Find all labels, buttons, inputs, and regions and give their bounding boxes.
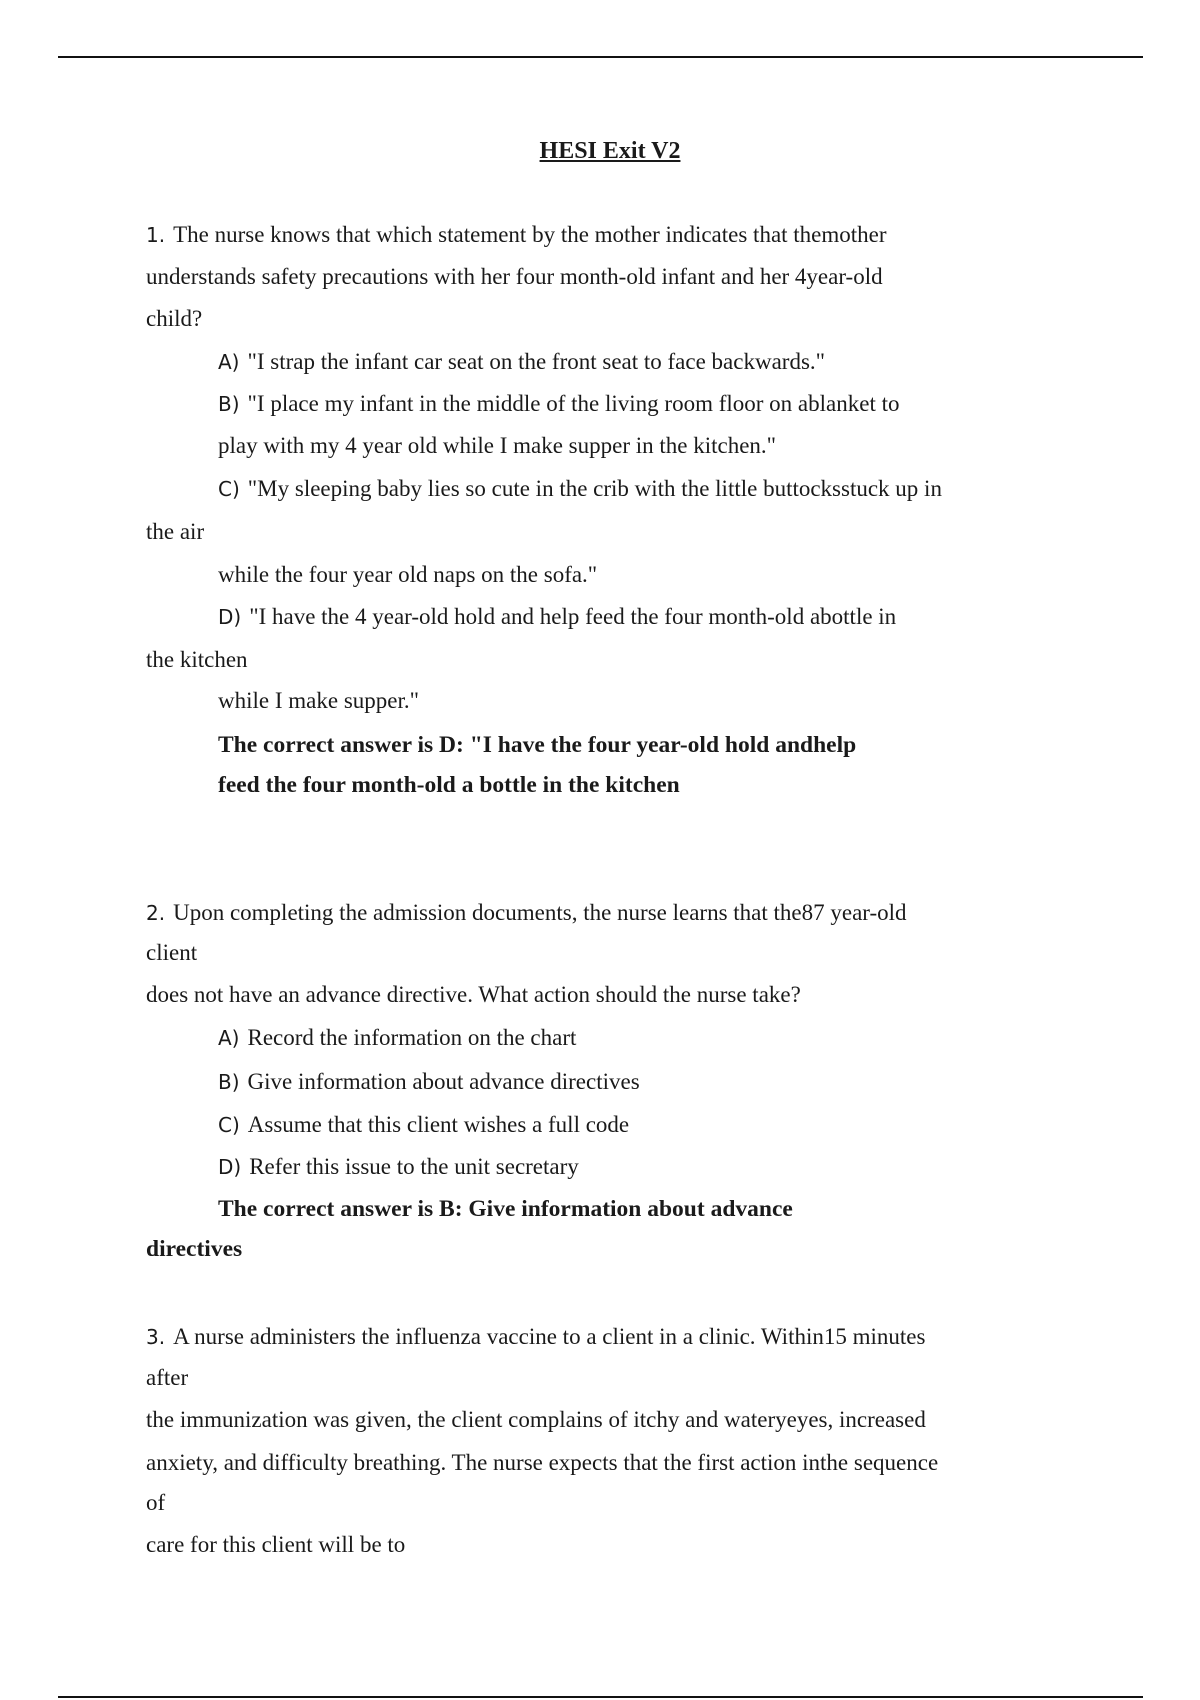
question-3-line-3: the immunization was given, the client complains of itchy and wateryeyes, increased bbox=[146, 1407, 926, 1432]
question-1-number: 1. bbox=[146, 223, 166, 247]
question-1-option-a: A) "I strap the infant car seat on the front seat to face backwards." bbox=[218, 349, 826, 374]
question-1-option-c-cont: while the four year old naps on the sofa." bbox=[218, 562, 598, 587]
question-1-option-c: C) "My sleeping baby lies so cute in the crib with the little buttocksstuck up in bbox=[218, 476, 942, 501]
bottom-rule bbox=[58, 1696, 1143, 1698]
question-3-line-5: of bbox=[146, 1490, 166, 1515]
question-1-option-d-cont: while I make supper." bbox=[218, 688, 420, 713]
question-1-line-2: understands safety precautions with her four month-old infant and her 4year-old bbox=[146, 264, 883, 289]
question-3-line-1: 3. A nurse administers the influenza vaccine to a client in a clinic. Within15 minutes bbox=[146, 1324, 926, 1349]
question-1-option-d-wrap: the kitchen bbox=[146, 647, 248, 672]
question-1-answer-line-2: feed the four month-old a bottle in the kitchen bbox=[218, 772, 680, 798]
question-1-line-3: child? bbox=[146, 306, 203, 331]
question-1-answer-line-1: The correct answer is D: "I have the four year-old hold andhelp bbox=[218, 732, 857, 758]
question-3-line-6: care for this client will be to bbox=[146, 1532, 406, 1557]
question-2-answer-line-2: directives bbox=[146, 1236, 243, 1262]
question-1-option-b-cont: play with my 4 year old while I make supper in the kitchen." bbox=[218, 433, 777, 458]
question-2-option-d: D) Refer this issue to the unit secretary bbox=[218, 1154, 579, 1179]
question-2-number: 2. bbox=[146, 901, 166, 925]
question-2-line-2: client bbox=[146, 940, 198, 965]
document-title: HESI Exit V2 bbox=[539, 138, 681, 164]
question-2-option-b: B) Give information about advance directives bbox=[218, 1069, 640, 1094]
question-3-line-2: after bbox=[146, 1365, 189, 1390]
question-2-line-1: 2. Upon completing the admission documents, the nurse learns that the87 year-old bbox=[146, 900, 907, 925]
question-1-option-d: D) "I have the 4 year-old hold and help feed the four month-old abottle in bbox=[218, 604, 897, 629]
question-3-number: 3. bbox=[146, 1325, 166, 1349]
question-1-line-1: 1. The nurse knows that which statement by the mother indicates that themother bbox=[146, 222, 887, 247]
question-1-option-b: B) "I place my infant in the middle of the living room floor on ablanket to bbox=[218, 391, 900, 416]
question-2-line-3: does not have an advance directive. What action should the nurse take? bbox=[146, 982, 801, 1007]
question-1-option-c-wrap: the air bbox=[146, 519, 205, 544]
question-2-option-a: A) Record the information on the chart bbox=[218, 1025, 577, 1050]
question-3-line-4: anxiety, and difficulty breathing. The nurse expects that the first action inthe sequence bbox=[146, 1450, 939, 1475]
question-2-option-c: C) Assume that this client wishes a full code bbox=[218, 1112, 630, 1137]
top-rule bbox=[58, 56, 1143, 58]
question-2-answer-line-1: The correct answer is B: Give information about advance bbox=[218, 1196, 793, 1222]
